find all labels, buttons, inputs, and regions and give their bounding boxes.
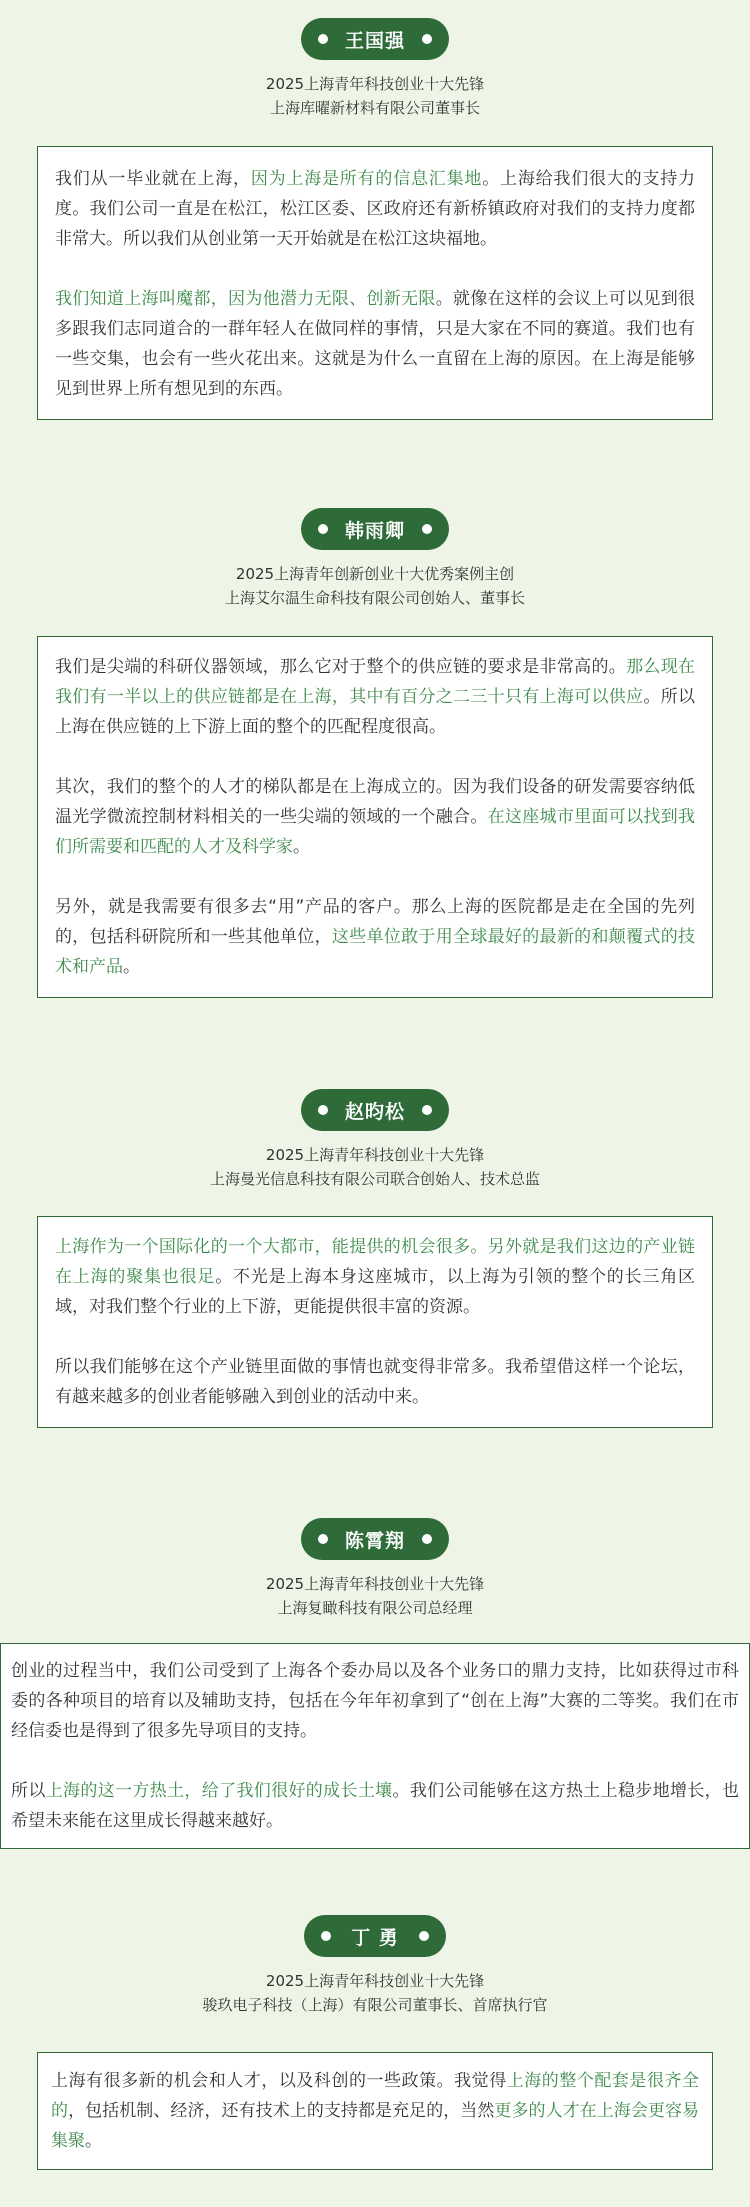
- highlighted-text: 我们知道上海叫魔都，因为他潜力无限、创新无限: [55, 289, 436, 309]
- highlighted-text: 在这座城市里面可以找到我们所需要和匹配的人才及科学家: [55, 807, 696, 857]
- quote-paragraph: [55, 1232, 695, 1322]
- company-title: 上海艾尔温生命科技有限公司创始人、董事长: [224, 589, 525, 607]
- name-badge: [301, 508, 449, 550]
- quote-paragraph: [55, 284, 695, 404]
- quote-paragraph: [55, 772, 695, 862]
- dot-icon: [318, 1534, 328, 1544]
- quote-text: 。不光是上海本身这座城市，以上海为引领的整个的长三角区域，对我们整个行业的上下游，更能提供很丰富的资源。: [55, 1267, 696, 1317]
- quote-text: 。上海给我们很大的支持力度。我们公司一直是在松江，松江区委、区政府还有新桥镇政府对我们的支持力度都非常大。所以我们从创业第一天开始就是在松江这块福地。: [55, 169, 696, 249]
- quote-text: 我们是尖端的科研仪器领域，那么它对于整个的供应链的要求是非常高的。: [55, 657, 627, 677]
- dot-icon: [318, 34, 328, 44]
- quote-text: 所以我们能够在这个产业链里面做的事情也就变得非常多。我希望借这样一个论坛，有越来越多的创业者能够融入到创业的活动中来。: [55, 1357, 695, 1407]
- person-name: 赵昀松: [344, 1100, 405, 1123]
- quote-box: [37, 1216, 713, 1428]
- name-badge: [301, 1518, 449, 1560]
- quote-paragraph: [55, 164, 695, 254]
- name-badge: [304, 1915, 446, 1957]
- dot-icon: [318, 524, 328, 534]
- quote-text: 。我们公司能够在这方热土上稳步地增长，也希望未来能在这里成长得越来越好。: [11, 1781, 740, 1831]
- dot-icon: [321, 1931, 331, 1941]
- highlighted-text: 更多的人才在上海会更容易集聚: [51, 2101, 700, 2151]
- quote-box: [37, 2052, 713, 2170]
- highlighted-text: 因为上海是所有的信息汇集地: [250, 169, 483, 189]
- award-title: 2025上海青年科技创业十大先锋: [265, 75, 485, 93]
- profile-section-3: [0, 1089, 750, 1191]
- company-title: 上海库曜新材料有限公司董事长: [269, 99, 480, 117]
- highlighted-text: 那么现在我们有一半以上的供应链都是在上海，其中有百分之二三十只有上海可以供应: [55, 657, 696, 707]
- profile-section-2: [0, 508, 750, 610]
- dot-icon: [318, 1105, 328, 1115]
- quote-text: 。就像在这样的会议上可以见到很多跟我们志同道合的一群年轻人在做同样的事情，只是大家在不同的赛道。我们也有一些交集，也会有一些火花出来。这就是为什么一直留在上海的原因。在上海是能够见到世界上所有想见到的东西。: [55, 289, 696, 399]
- quote-text: ，包括机制、经济，还有技术上的支持都是充足的，当然: [68, 2101, 495, 2121]
- company-title: 上海复瞰科技有限公司总经理: [277, 1599, 473, 1617]
- quote-paragraph: [51, 2066, 699, 2156]
- person-name: 丁 勇: [351, 1926, 399, 1949]
- award-title: 2025上海青年创新创业十大优秀案例主创: [235, 565, 515, 583]
- quote-text: 。: [293, 837, 310, 857]
- quote-box: [37, 146, 713, 420]
- dot-icon: [422, 1105, 432, 1115]
- quote-box: [0, 1643, 750, 1849]
- person-name: 韩雨卿: [344, 519, 405, 542]
- highlighted-text: 上海的整个配套是很齐全的: [51, 2071, 700, 2121]
- profile-section-4: [0, 1518, 750, 1620]
- company-title: 骏玖电子科技（上海）有限公司董事长、首席执行官: [202, 1996, 548, 2014]
- quote-box: [37, 636, 713, 998]
- person-name: 陈霄翔: [344, 1529, 405, 1552]
- quote-text: 。: [123, 957, 140, 977]
- highlighted-text: 上海作为一个国际化的一个大都市，能提供的机会很多。另外就是我们这边的产业链在上海的聚集也很足: [55, 1237, 695, 1287]
- quote-text: 我们从一毕业就在上海，: [55, 169, 251, 189]
- quote-text: 。所以上海在供应链的上下游上面的整个的匹配程度很高。: [55, 687, 696, 737]
- quote-paragraph: [55, 892, 695, 982]
- quote-text: 另外，就是我需要有很多去“用”产品的客户。那么上海的医院都是走在全国的先列的，包括科研院所和一些其他单位，: [55, 897, 695, 947]
- highlighted-text: 这些单位敢于用全球最好的最新的和颠覆式的技术和产品: [55, 927, 696, 977]
- award-title: 2025上海青年科技创业十大先锋: [265, 1972, 485, 1990]
- quote-text: 创业的过程当中，我们公司受到了上海各个委办局以及各个业务口的鼎力支持，比如获得过市科委的各种项目的培育以及辅助支持，包括在今年年初拿到了“创在上海”大赛的二等奖。我们在市经信委也是得到了很多先导项目的支持。: [11, 1661, 739, 1741]
- company-title: 上海曼光信息科技有限公司联合创始人、技术总监: [209, 1170, 540, 1188]
- dot-icon: [422, 1534, 432, 1544]
- dot-icon: [422, 34, 432, 44]
- person-name: 王国强: [344, 29, 405, 52]
- quote-paragraph: [55, 1352, 695, 1412]
- award-title: 2025上海青年科技创业十大先锋: [265, 1146, 485, 1164]
- quote-text: 上海有很多新的机会和人才，以及科创的一些政策。我觉得: [51, 2071, 507, 2091]
- quote-paragraph: [11, 1656, 739, 1746]
- name-badge: [301, 18, 449, 60]
- quote-text: 所以: [11, 1781, 46, 1801]
- profile-section-5: [0, 1915, 750, 2017]
- award-title: 2025上海青年科技创业十大先锋: [265, 1575, 485, 1593]
- profile-section-1: [0, 18, 750, 120]
- quote-paragraph: [55, 652, 695, 742]
- quote-paragraph: [11, 1776, 739, 1836]
- name-badge: [301, 1089, 449, 1131]
- dot-icon: [419, 1931, 429, 1941]
- quote-text: 其次，我们的整个的人才的梯队都是在上海成立的。因为我们设备的研发需要容纳低温光学微流控制材料相关的一些尖端的领域的一个融合。: [55, 777, 695, 827]
- highlighted-text: 上海的这一方热土，给了我们很好的成长土壤: [45, 1781, 393, 1801]
- quote-text: 。: [85, 2131, 102, 2151]
- dot-icon: [422, 524, 432, 534]
